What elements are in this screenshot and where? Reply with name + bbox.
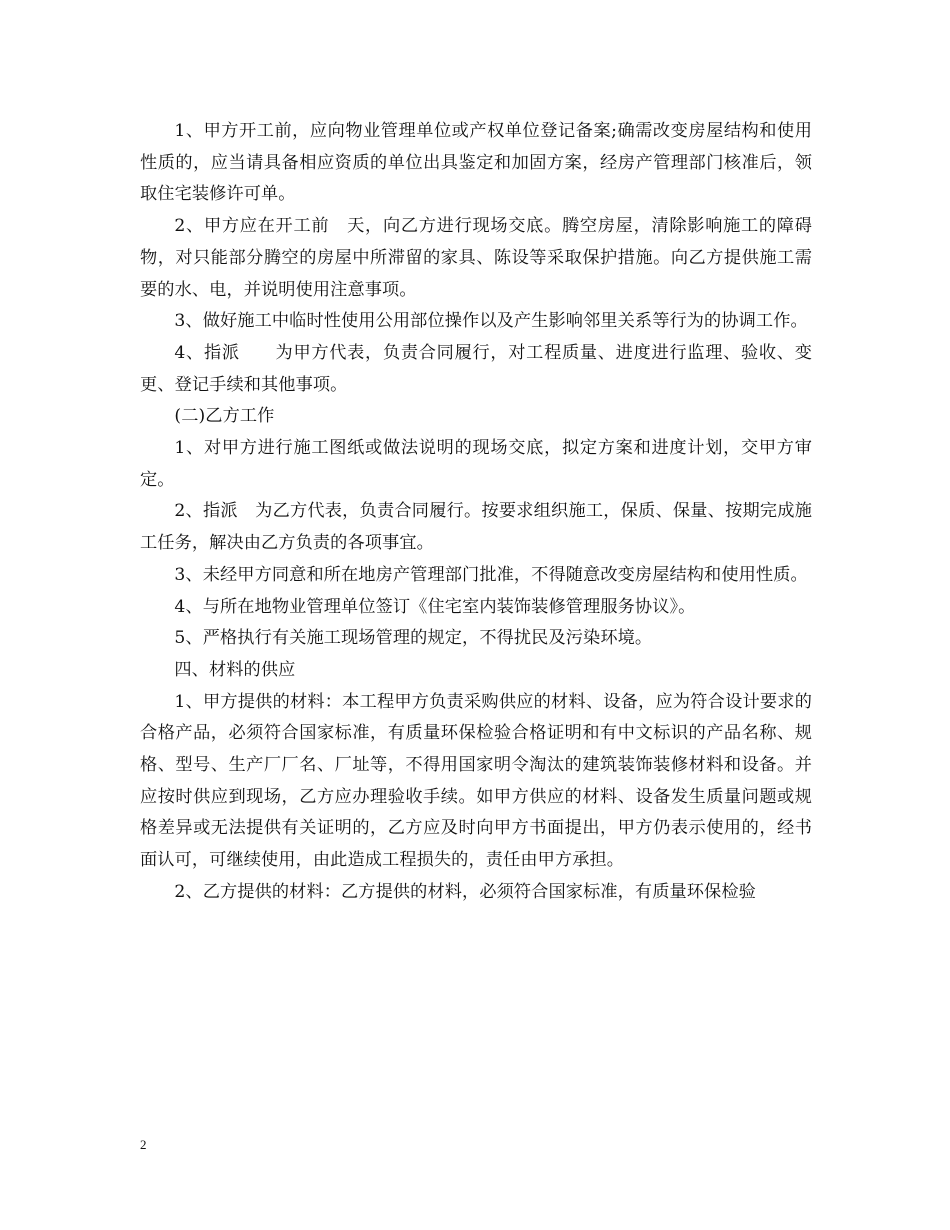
paragraph: 1、对甲方进行施工图纸或做法说明的现场交底，拟定方案和进度计划，交甲方审定。 (140, 438, 812, 490)
paragraph: 5、严格执行有关施工现场管理的规定，不得扰民及污染环境。 (174, 628, 653, 649)
paragraph: 2、乙方提供的材料：乙方提供的材料，必须符合国家标准，有质量环保检验 (174, 881, 756, 902)
page-number: 2 (140, 1137, 147, 1152)
paragraph: 2、甲方应在开工前 天，向乙方进行现场交底。腾空房屋，清除影响施工的障碍物，对只能部分腾空的房屋中所滞留的家具、陈设等采取保护措施。向乙方提供施工需要的水、电，并说明使用注意事项。 (140, 216, 812, 300)
paragraph: 4、指派 为甲方代表，负责合同履行，对工程质量、进度进行监理、验收、变更、登记手续和其他事项。 (140, 342, 812, 395)
section-heading: (二)乙方工作 (174, 406, 275, 427)
paragraph: 3、做好施工中临时性使用公用部位操作以及产生影响邻里关系等行为的协调工作。 (174, 311, 808, 332)
paragraph: 4、与所在地物业管理单位签订《住宅室内装饰装修管理服务协议》。 (174, 596, 696, 617)
paragraph: 1、甲方开工前，应向物业管理单位或产权单位登记备案;确需改变房屋结构和使用性质的，应当请具备相应资质的单位出具鉴定和加固方案，经房产管理部门核准后，领取住宅装修许可单。 (140, 121, 812, 205)
section-heading: 四、材料的供应 (174, 659, 296, 680)
paragraph: 3、未经甲方同意和所在地房产管理部门批准，不得随意改变房屋结构和使用性质。 (174, 564, 808, 585)
document-body (140, 116, 812, 909)
paragraph: 1、甲方提供的材料：本工程甲方负责采购供应的材料、设备，应为符合设计要求的合格产品，必须符合国家标准，有质量环保检验合格证明和有中文标识的产品名称、规格、型号、生产厂厂名、厂址等，不得用国家明令淘汰的建筑装饰装修材料和设备。并应按时供应到现场，乙方应办理验收手续。如甲方供应的材料、设备发生质量问题或规格差异或无法提供有关证明的，乙方应及时向甲方书面提出，甲方仍表示使用的，经书面认可，可继续使用，由此造成工程损失的，责任由甲方承担。 (140, 691, 812, 871)
paragraph: 2、指派 为乙方代表，负责合同履行。按要求组织施工，保质、保量、按期完成施工任务，解决由乙方负责的各项事宜。 (140, 501, 812, 554)
